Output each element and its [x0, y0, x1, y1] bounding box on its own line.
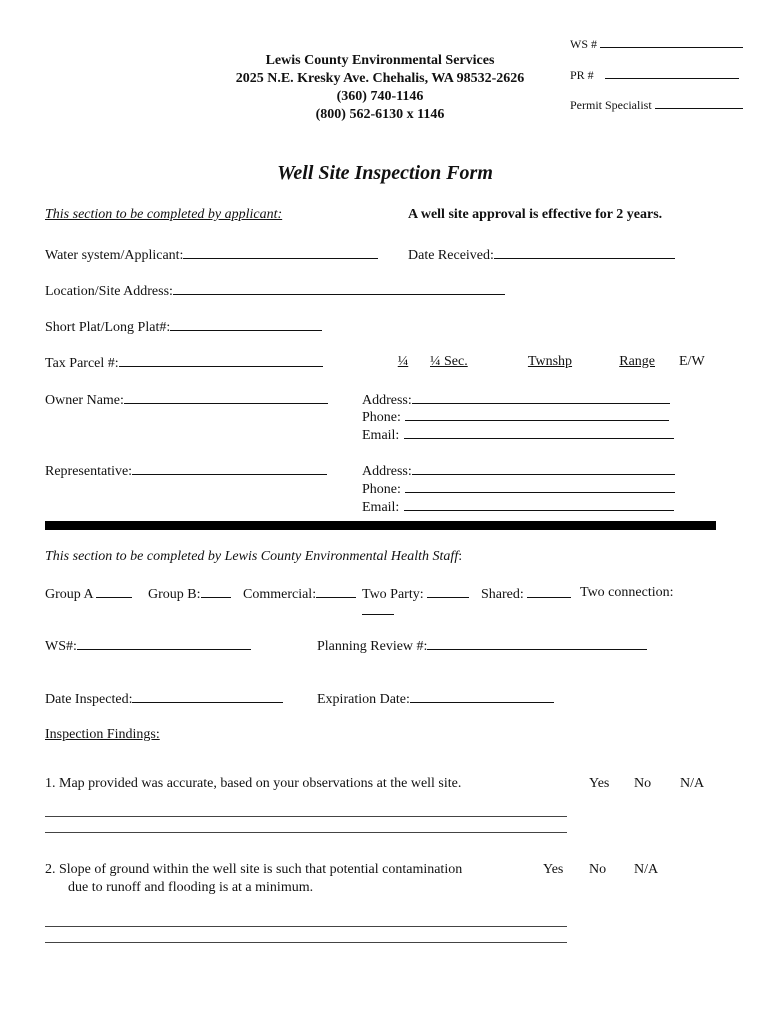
water-system-blank[interactable] — [183, 246, 378, 259]
rep-email-label: Email: — [362, 500, 400, 515]
group-a-label: Group A — [45, 587, 93, 602]
permit-specialist-field[interactable] — [570, 96, 743, 113]
two-party-field[interactable] — [362, 585, 469, 603]
quarter-col[interactable]: ¼ — [397, 354, 409, 369]
commercial-field[interactable] — [243, 585, 356, 603]
org-phone: (360) 740-1146 — [336, 89, 424, 104]
finding-2-comment-line-1[interactable] — [45, 926, 567, 927]
rep-email-field[interactable] — [362, 498, 674, 516]
planning-review-blank[interactable] — [427, 637, 647, 650]
rep-address-field[interactable] — [362, 462, 675, 480]
rep-email-blank[interactable] — [404, 498, 674, 511]
group-a-blank[interactable] — [96, 585, 132, 598]
staff-ws-label: WS#: — [45, 639, 77, 654]
rep-address-blank[interactable] — [412, 462, 675, 475]
representative-blank[interactable] — [132, 462, 327, 475]
rep-phone-blank[interactable] — [405, 480, 675, 493]
quarter-sec-col[interactable]: ¼ Sec. — [430, 354, 468, 369]
staff-section-heading — [45, 549, 462, 565]
ew-col[interactable]: E/W — [679, 354, 705, 369]
tax-parcel-field[interactable] — [45, 354, 323, 372]
owner-address-field[interactable] — [362, 391, 670, 409]
two-connection-blank-line[interactable] — [362, 602, 394, 615]
expiration-date-label: Expiration Date: — [317, 692, 410, 707]
permit-specialist-blank[interactable] — [655, 96, 743, 109]
finding-1-no[interactable]: No — [634, 776, 652, 791]
shared-blank[interactable] — [527, 585, 571, 598]
location-label: Location/Site Address: — [45, 284, 173, 299]
two-party-blank[interactable] — [427, 585, 469, 598]
owner-name-label: Owner Name: — [45, 393, 124, 408]
date-inspected-field[interactable] — [45, 690, 283, 708]
expiration-date-field[interactable] — [317, 690, 554, 708]
date-inspected-label: Date Inspected: — [45, 692, 133, 707]
expiration-date-blank[interactable] — [410, 690, 554, 703]
ws-number-field[interactable] — [570, 35, 743, 52]
owner-name-field[interactable] — [45, 391, 328, 409]
tax-parcel-blank[interactable] — [119, 354, 323, 367]
finding-1-text: 1. Map provided was accurate, based on your observations at the well site. — [45, 776, 462, 791]
owner-email-label: Email: — [362, 428, 400, 443]
finding-2-text: 2. Slope of ground within the well site is such that potential contamination — [45, 862, 463, 877]
owner-phone-field[interactable] — [362, 408, 669, 426]
finding-2-text-cont: due to runoff and flooding is at a minimum. — [68, 880, 314, 895]
water-system-field[interactable] — [45, 246, 378, 264]
group-b-field[interactable] — [148, 585, 231, 603]
findings-heading: Inspection Findings: — [45, 727, 160, 742]
owner-name-blank[interactable] — [124, 391, 328, 404]
staff-ws-blank[interactable] — [77, 637, 251, 650]
date-received-field[interactable] — [408, 246, 675, 264]
staff-ws-field[interactable] — [45, 637, 251, 655]
staff-section-heading-colon: : — [458, 549, 463, 564]
owner-email-field[interactable] — [362, 426, 674, 444]
finding-1-yes[interactable]: Yes — [589, 776, 610, 791]
finding-1-comment-line-1[interactable] — [45, 816, 567, 817]
ws-number-blank[interactable] — [600, 35, 743, 48]
shared-field[interactable] — [481, 585, 571, 603]
form-title: Well Site Inspection Form — [277, 162, 493, 184]
plat-field[interactable] — [45, 318, 322, 336]
org-address: 2025 N.E. Kresky Ave. Chehalis, WA 98532-2626 — [235, 71, 525, 86]
representative-label: Representative: — [45, 464, 133, 479]
owner-address-label: Address: — [362, 393, 412, 408]
two-connection-label: Two connection: — [580, 585, 674, 600]
finding-2-na[interactable]: N/A — [634, 862, 659, 877]
approval-notice: A well site approval is effective for 2 years. — [408, 207, 663, 222]
two-connection-field[interactable] — [580, 585, 674, 601]
finding-2-no[interactable]: No — [589, 862, 607, 877]
date-received-label: Date Received: — [408, 248, 494, 263]
section-divider — [45, 521, 716, 530]
group-b-label: Group B: — [148, 587, 201, 602]
finding-2-comment-line-2[interactable] — [45, 942, 567, 943]
owner-address-blank[interactable] — [412, 391, 670, 404]
ws-number-label: WS # — [570, 37, 597, 51]
township-col[interactable]: Twnshp — [527, 354, 573, 369]
pr-number-label: PR # — [570, 68, 594, 82]
owner-phone-blank[interactable] — [405, 408, 669, 421]
commercial-label: Commercial: — [243, 587, 317, 602]
two-connection-blank[interactable] — [362, 602, 394, 620]
date-inspected-blank[interactable] — [132, 690, 283, 703]
commercial-blank[interactable] — [316, 585, 356, 598]
org-phone-tollfree: (800) 562-6130 x 1146 — [315, 107, 445, 122]
two-party-label: Two Party: — [362, 587, 424, 602]
owner-phone-label: Phone: — [362, 410, 401, 425]
permit-specialist-label: Permit Specialist — [570, 98, 652, 112]
rep-phone-field[interactable] — [362, 480, 675, 498]
pr-number-blank[interactable] — [605, 66, 739, 79]
staff-section-heading-text: This section to be completed by Lewis County Environmental Health Staff — [45, 549, 459, 564]
pr-number-field[interactable] — [570, 66, 739, 83]
finding-1-comment-line-2[interactable] — [45, 832, 567, 833]
owner-email-blank[interactable] — [404, 426, 674, 439]
group-a-field[interactable] — [45, 585, 132, 603]
org-name: Lewis County Environmental Services — [265, 53, 495, 68]
location-field[interactable] — [45, 282, 505, 300]
finding-1-na[interactable]: N/A — [680, 776, 705, 791]
planning-review-field[interactable] — [317, 637, 647, 655]
representative-field[interactable] — [45, 462, 327, 480]
range-col[interactable]: Range — [619, 354, 655, 369]
water-system-label: Water system/Applicant: — [45, 248, 184, 263]
location-blank[interactable] — [173, 282, 505, 295]
applicant-section-heading: This section to be completed by applicant: — [45, 207, 283, 222]
rep-address-label: Address: — [362, 464, 412, 479]
tax-parcel-label: Tax Parcel #: — [45, 356, 119, 371]
date-received-blank[interactable] — [494, 246, 675, 259]
shared-label: Shared: — [481, 587, 524, 602]
planning-review-label: Planning Review #: — [317, 639, 428, 654]
rep-phone-label: Phone: — [362, 482, 401, 497]
plat-label: Short Plat/Long Plat#: — [45, 320, 171, 335]
finding-2-yes[interactable]: Yes — [543, 862, 564, 877]
plat-blank[interactable] — [170, 318, 322, 331]
group-b-blank[interactable] — [201, 585, 231, 598]
